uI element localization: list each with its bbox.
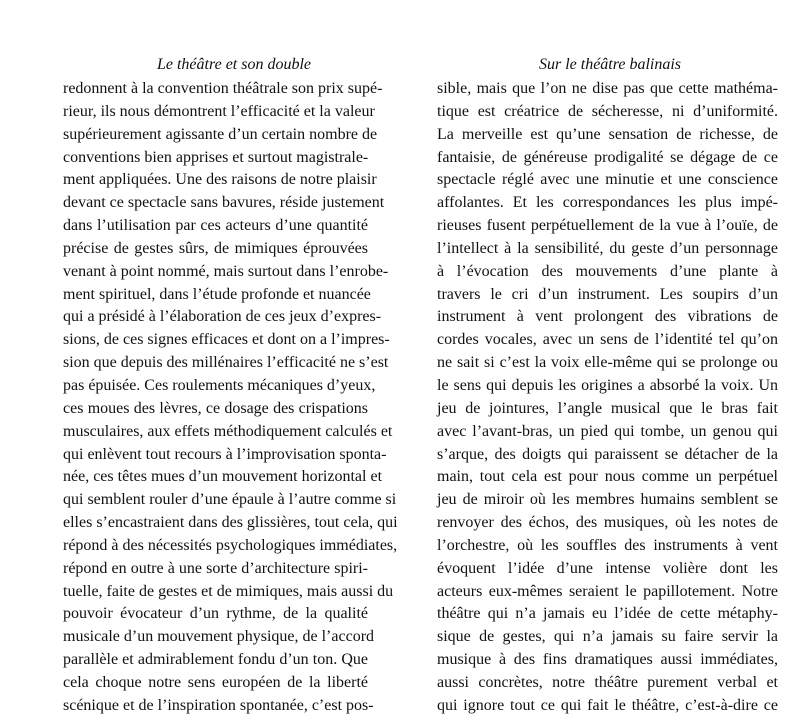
text-line: tuelle, faite de gestes et de mimiques, mais aussi du	[63, 582, 394, 600]
text-line: jeu de jointures, l’angle musical que le bras fait	[437, 399, 778, 417]
text-line: théâtre qui n’a jamais eu l’idée de cette métaphy-	[437, 605, 778, 623]
text-line: née, ces têtes mues d’un mouvement horizontal et	[63, 468, 383, 486]
text-line: sible, mais que l’on ne dise pas que cette mathéma-	[437, 80, 778, 97]
text-line: précise de gestes sûrs, de mimiques éprouvées	[63, 239, 368, 257]
left-page	[0, 0, 400, 714]
text-line: qui semblent rouler d’une épaule à l’autre comme si	[63, 491, 397, 509]
text-line: répond à des nécessités psychologiques immédiates,	[63, 536, 398, 554]
text-line: jeu de miroir où les membres humains semblent se	[437, 491, 778, 509]
text-line: travers le cri d’un instrument. Les soupirs d’un	[437, 285, 778, 303]
text-line: ment appliquées. Une des raisons de notre plaisir	[63, 171, 377, 189]
text-line: rieur, ils nous démontrent l’efficacité et la valeur	[63, 102, 375, 120]
text-line: elles s’encastraient dans des glissières, tout cela, qui	[63, 514, 398, 532]
text-line: devant ce spectacle sans bavures, réside justement	[63, 194, 385, 212]
text-line: parallèle et admirablement fondu d’un ton. Que	[63, 651, 368, 669]
right-page-text	[437, 78, 778, 718]
text-line: sions, de ces signes efficaces et dont on a l’impres-	[63, 331, 390, 349]
text-line: évoquent l’idée d’une intense volière dont les	[437, 559, 778, 577]
text-line: qui enlèvent tout recours à l’improvisation sponta-	[63, 445, 387, 463]
text-line: acteurs eux-mêmes seraient le papillotement. Notre	[437, 582, 778, 600]
text-line: musicale d’un mouvement physique, de l’accord	[63, 628, 375, 646]
text-line: ne sait si c’est la voix elle-même qui se prolonge ou	[437, 354, 778, 372]
text-line: scénique et de l’inspiration spontanée, c’est pos-	[63, 696, 374, 714]
text-line: instrument à vent prolongent des vibrations de	[437, 308, 778, 326]
text-line: musique à des fins dramatiques aussi immédiates,	[437, 651, 778, 669]
left-page-text	[63, 78, 398, 718]
text-line: ment spirituel, dans l’étude profonde et nuancée	[63, 285, 371, 303]
text-line: conventions bien apprises et surtout magistrale-	[63, 148, 369, 166]
text-line: venant à point nommé, mais surtout dans l’enrobe-	[63, 262, 389, 280]
text-line: affolantes. Et les correspondances les plus impé-	[437, 194, 778, 212]
text-line: qui ignore tout ce qui fait le théâtre, c’est-à-dire ce	[437, 696, 778, 714]
text-line: La merveille est qu’une sensation de richesse, de	[437, 125, 778, 143]
right-page	[400, 0, 800, 714]
text-line: sique de gestes, qui n’a jamais su faire servir la	[437, 628, 778, 646]
text-line: qui a présidé à l’élaboration de ces jeux d’expres-	[63, 308, 382, 326]
text-line: s’arque, des doigts qui paraissent se détacher de la	[437, 445, 778, 463]
text-line: ces moues des lèvres, ce dosage des crispations	[63, 399, 368, 417]
text-line: l’intellect à la sensibilité, du geste d’un personnage	[437, 239, 778, 257]
text-line: redonnent à la convention théâtrale son prix supé-	[63, 80, 383, 97]
text-line: sion que depuis des millénaires l’efficacité ne s’est	[63, 354, 389, 372]
text-line: main, tout cela est pour nous comme un perpétuel	[437, 468, 778, 486]
text-line: fantaisie, de généreuse prodigalité se dégage de ce	[437, 148, 778, 166]
text-line: renvoyer des échos, des musiques, où les notes de	[437, 514, 778, 532]
text-line: pouvoir évocateur d’un rythme, de la qualité	[63, 605, 368, 623]
right-running-head: Sur le théâtre balinais	[538, 56, 682, 73]
text-line: supérieurement agissante d’un certain nombre de	[63, 125, 378, 143]
left-running-head: Le théâtre et son double	[156, 56, 312, 73]
text-line: cela choque notre sens européen de la liberté	[63, 673, 368, 691]
text-line: pas épuisée. Ces roulements mécaniques d’yeux,	[63, 376, 376, 394]
text-line: musculaires, aux effets méthodiquement calculés et	[63, 422, 393, 440]
text-line: répond en outre à une sorte d’architecture spiri-	[63, 559, 368, 577]
text-line: tique est créatrice de sécheresse, ni d’uniformité.	[437, 102, 778, 120]
text-line: spectacle réglé avec une minutie et une conscience	[437, 171, 778, 189]
text-line: dans l’utilisation par ces acteurs d’une quantité	[63, 217, 368, 235]
text-line: l’orchestre, où les souffles des instruments à vent	[437, 536, 778, 554]
text-line: cordes vocales, avec un sens de l’identité tel qu’on	[437, 331, 778, 349]
text-line: aussi concrètes, notre théâtre purement verbal et	[437, 673, 778, 691]
text-line: le sens qui depuis les origines a absorbé la voix. Un	[437, 376, 778, 394]
text-line: avec l’avant-bras, un pied qui tombe, un genou qui	[437, 422, 778, 440]
text-line: rieuses fusent perpétuellement de la vue à l’ouïe, de	[437, 217, 778, 235]
text-line: à l’évocation des mouvements d’une plante à	[437, 262, 778, 280]
